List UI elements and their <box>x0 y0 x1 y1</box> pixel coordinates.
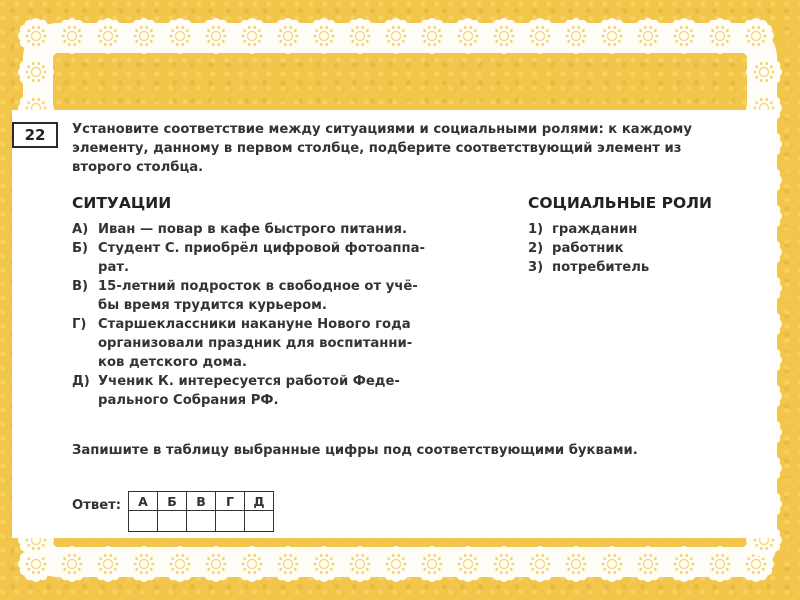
situations-heading: СИТУАЦИИ <box>72 194 172 212</box>
answer-input-cell[interactable] <box>216 511 245 532</box>
answer-input-cell[interactable] <box>245 511 274 532</box>
task-instruction <box>72 120 772 177</box>
role-number: 2) <box>528 241 544 256</box>
role-number: 3) <box>528 260 544 275</box>
situation-item <box>72 277 452 315</box>
answer-letter-cell: Г <box>216 492 245 511</box>
situation-item <box>72 315 452 372</box>
answer-input-cell[interactable] <box>129 511 158 532</box>
situation-text: Иван — повар в кафе быстрого питания. <box>98 222 407 237</box>
answer-input-cell[interactable] <box>187 511 216 532</box>
roles-list <box>528 220 768 277</box>
answer-header-row <box>129 492 274 511</box>
role-text: потребитель <box>552 260 650 275</box>
situation-text: 15-летний подросток в свободное от учё- <box>98 279 418 294</box>
answer-instruction: Запишите в таблицу выбранные цифры под соответствующими буквами. <box>72 443 638 458</box>
intro-line: элементу, данному в первом столбце, подберите соответствующий элемент из <box>72 141 682 156</box>
task-number: 22 <box>12 122 58 148</box>
role-text: гражданин <box>552 222 638 237</box>
role-number: 1) <box>528 222 544 237</box>
situation-text: организовали праздник для воспитанни- <box>98 336 413 351</box>
answer-letter-cell: Д <box>245 492 274 511</box>
role-item <box>528 239 768 258</box>
roles-heading: СОЦИАЛЬНЫЕ РОЛИ <box>528 194 712 212</box>
role-item <box>528 258 768 277</box>
situation-item <box>72 372 452 410</box>
situation-text: Ученик К. интересуется работой Феде- <box>98 374 400 389</box>
answer-letter-cell: Б <box>158 492 187 511</box>
situation-text: рального Собрания РФ. <box>98 393 279 408</box>
situation-letter: А) <box>72 222 89 237</box>
answer-table <box>128 491 274 532</box>
situation-text: ков детского дома. <box>98 355 247 370</box>
situation-letter: В) <box>72 279 89 294</box>
answer-input-cell[interactable] <box>158 511 187 532</box>
situation-text: Студент С. приобрёл цифровой фотоаппа- <box>98 241 426 256</box>
situation-text: Старшеклассники накануне Нового года <box>98 317 411 332</box>
situation-text: рат. <box>98 260 129 275</box>
role-text: работник <box>552 241 624 256</box>
answer-label: Ответ: <box>72 498 122 513</box>
answer-input-row <box>129 511 274 532</box>
situation-item <box>72 220 452 239</box>
answer-letter-cell: А <box>129 492 158 511</box>
situation-letter: Г) <box>72 317 87 332</box>
situation-letter: Б) <box>72 241 89 256</box>
task-card <box>12 110 776 538</box>
situation-item <box>72 239 452 277</box>
situations-list <box>72 220 452 410</box>
answer-letter-cell: В <box>187 492 216 511</box>
situation-text: бы время трудится курьером. <box>98 298 327 313</box>
role-item <box>528 220 768 239</box>
intro-line: Установите соответствие между ситуациями и социальными ролями: к каждому <box>72 122 692 137</box>
situation-letter: Д) <box>72 374 90 389</box>
intro-line: второго столбца. <box>72 160 204 175</box>
